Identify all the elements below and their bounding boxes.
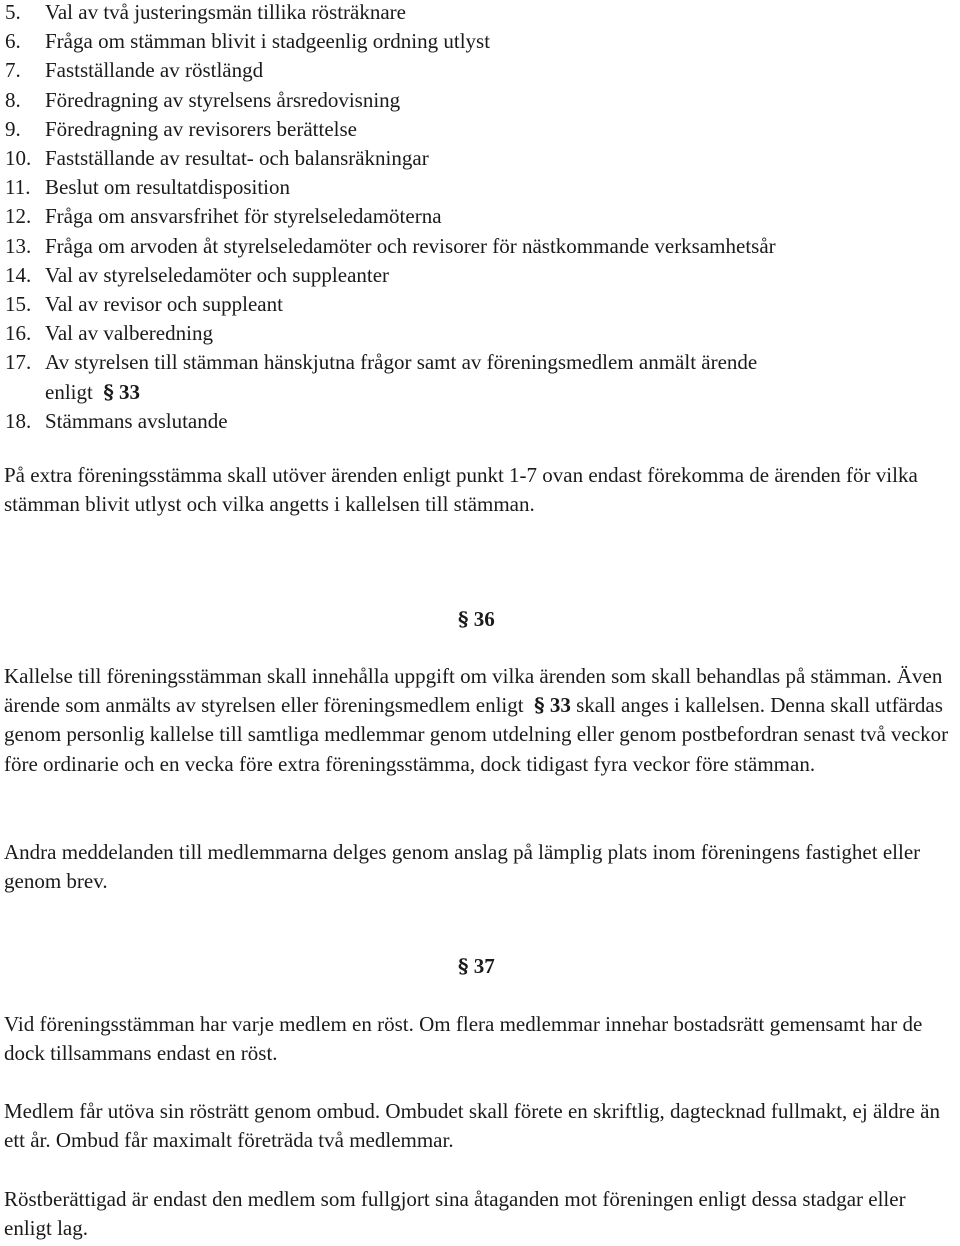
list-item-number: 16. <box>5 321 32 346</box>
list-item-number: 7. <box>5 58 21 83</box>
section37-paragraph-1: Vid föreningsstämman har varje medlem en röst. Om flera medlemmar innehar bostadsrätt gemensamt har de dock tillsammans endast en röst. <box>4 1012 923 1066</box>
section-symbol-icon: § <box>103 379 114 404</box>
list-item-number: 15. <box>5 292 32 317</box>
list-item-text: Val av valberedning <box>45 321 213 346</box>
list-item <box>0 348 960 406</box>
list-item <box>0 27 960 56</box>
paragraph-text: skall anges i kallelsen. Denna skall utfärdas genom personlig kallelse till samtliga medlemmar genom utdelning eller genom postbefordran senast två veckor före ordinarie och en vecka före extra föreningsstämma, dock tidigast fyra veckor före stämman. <box>4 693 949 776</box>
list-item <box>0 144 960 173</box>
list-item-text: Föredragning av revisorers berättelse <box>45 116 357 141</box>
list-item-number: 18. <box>5 408 32 433</box>
list-item-text: Föredragning av styrelsens årsredovisning <box>45 87 401 112</box>
list-item-text: Fastställande av resultat- och balansräkningar <box>45 146 429 171</box>
list-item-number: 6. <box>5 29 21 54</box>
section-heading-37 <box>458 952 495 981</box>
list-item-text: Fråga om stämman blivit i stadgeenlig ordning utlyst <box>45 29 491 54</box>
list-item-text: Val av revisor och suppleant <box>45 292 283 317</box>
list-item <box>0 173 960 202</box>
list-item-number: 11. <box>5 175 31 200</box>
list-item <box>0 407 960 436</box>
list-item <box>0 56 960 85</box>
list-item-text: Val av två justeringsmän tillika rösträknare <box>45 0 406 24</box>
section-heading-36 <box>458 605 495 634</box>
list-item-number: 14. <box>5 262 32 287</box>
section37-paragraph-3: Röstberättigad är endast den medlem som fullgjort sina åtaganden mot föreningen enligt dessa stadgar eller enligt lag. <box>4 1187 906 1241</box>
list-item-text: Fastställande av röstlängd <box>45 58 264 83</box>
list-item-number: 10. <box>5 146 32 171</box>
list-item-continuation <box>45 378 960 407</box>
section37-paragraph-2: Medlem får utöva sin rösträtt genom ombud. Ombudet skall förete en skriftlig, dagtecknad fullmakt, ej äldre än ett år. Ombud får maximalt företräda två medlemmar. <box>4 1099 940 1153</box>
list-item <box>0 0 960 27</box>
section-reference: 33 <box>119 379 141 404</box>
list-item-enligt: enligt <box>45 379 93 404</box>
section36-paragraph-2: Andra meddelanden till medlemmarna delges genom anslag på lämplig plats inom föreningens fastighet eller genom brev. <box>4 840 921 894</box>
section-symbol-icon: § <box>534 693 545 718</box>
list-item-text: Stämmans avslutande <box>45 408 228 433</box>
list-item-text: Val av styrelseledamöter och suppleanter <box>45 262 390 287</box>
list-item <box>0 202 960 231</box>
section-reference: 33 <box>549 693 571 718</box>
agenda-list <box>0 0 960 436</box>
paragraph-text: Kallelse till föreningsstämman skall innehålla uppgift om vilka ärenden som skall behandlas på stämman. Även ärende som anmälts av styrelsen eller föreningsmedlem enligt <box>4 664 943 718</box>
list-item-number: 17. <box>5 350 32 375</box>
list-item-number: 8. <box>5 87 21 112</box>
list-item-text: Beslut om resultatdisposition <box>45 175 290 200</box>
list-item-text: Fråga om arvoden åt styrelseledamöter och revisorer för nästkommande verksamhetsår <box>45 233 776 258</box>
list-item-text: Fråga om ansvarsfrihet för styrelseledamöterna <box>45 204 442 229</box>
list-item <box>0 290 960 319</box>
list-item <box>0 115 960 144</box>
list-item-text: Av styrelsen till stämman hänskjutna frågor samt av föreningsmedlem anmält ärende <box>45 350 758 375</box>
list-item-number: 13. <box>5 233 32 258</box>
list-item-number: 9. <box>5 116 21 141</box>
section-number: 37 <box>473 954 495 978</box>
section36-paragraph-1 <box>4 662 956 779</box>
list-item <box>0 232 960 261</box>
section-number: 36 <box>473 607 495 631</box>
list-item <box>0 86 960 115</box>
extra-meeting-paragraph: På extra föreningsstämma skall utöver ärenden enligt punkt 1-7 ovan endast förekomma de ärenden för vilka stämman blivit utlyst och vilka angetts i kallelsen till stämman. <box>4 463 918 517</box>
list-item <box>0 261 960 290</box>
list-item-number: 5. <box>5 0 21 24</box>
list-item <box>0 319 960 348</box>
section-symbol-icon: § <box>458 954 469 978</box>
section-symbol-icon: § <box>458 607 469 631</box>
list-item-number: 12. <box>5 204 32 229</box>
